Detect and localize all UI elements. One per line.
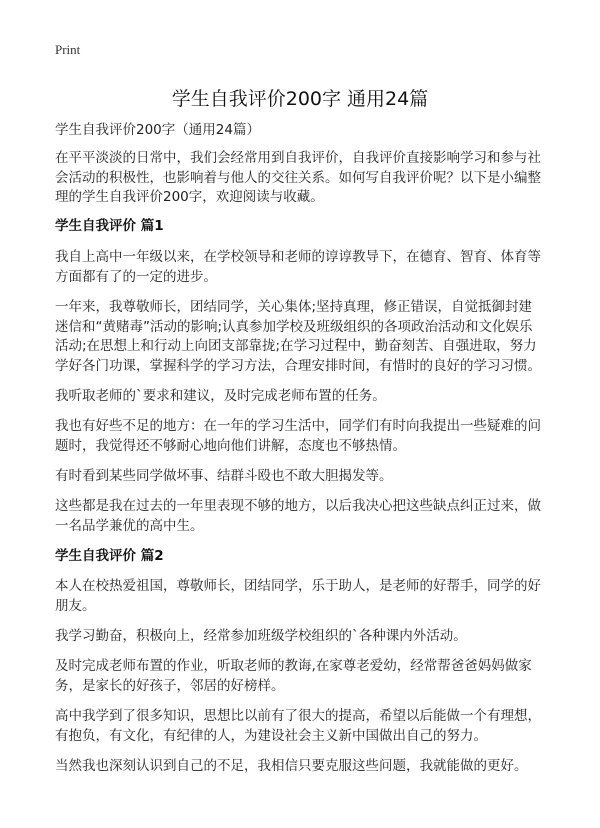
- paragraph: [55, 657, 555, 696]
- line: 题时，我觉得还不够耐心地向他们讲解，态度也不够热情。: [55, 437, 406, 454]
- paragraph: [55, 577, 555, 616]
- line: 有时看到某些同学做坏事、结群斗殴也不敢大胆揭发等。: [55, 468, 393, 484]
- page-title: 学生自我评价200字 通用24篇: [171, 88, 429, 110]
- line: 活动;在思想上和行动上向团支部靠拢;在学习过程中，勤奋刻苦、自强进取，努力: [55, 338, 537, 355]
- line: 方面都有了的一定的进步。: [55, 268, 217, 285]
- paragraph: [55, 757, 555, 777]
- heading-text: 学生自我评价 篇1: [55, 218, 164, 234]
- print-link[interactable]: Print: [55, 42, 81, 57]
- paragraph: [55, 467, 555, 487]
- line: 我也有好些不足的地方：在一年的学习生活中，同学们有时向我提出一些疑难的问: [55, 418, 541, 434]
- section-heading-2: [55, 547, 555, 567]
- line: 及时完成老师布置的作业，听取老师的教诲,在家尊老爱幼，经常帮爸爸妈妈做家: [55, 658, 532, 674]
- paragraph: [55, 387, 555, 407]
- line: 这些都是我在过去的一年里表现不够的地方，以后我决心把这些缺点纠正过来，做: [55, 498, 541, 514]
- paragraph: [55, 248, 555, 287]
- line: 在平平淡淡的日常中，我们会经常用到自我评价，自我评价直接影响学习和参与社: [55, 150, 541, 166]
- line: 我听取老师的`要求和建议，及时完成老师布置的任务。: [55, 388, 386, 404]
- paragraph: [55, 627, 555, 647]
- paragraph: [55, 707, 555, 746]
- paragraph: [55, 417, 555, 456]
- line: 当然我也深刻认识到自己的不足，我相信只要克服这些问题，我就能做的更好。: [55, 758, 528, 774]
- line: 会活动的积极性，也影响着与他人的交往关系。如何写自我评价呢？以下是小编整: [55, 169, 541, 186]
- line: 本人在校热爱祖国，尊敬师长，团结同学，乐于助人，是老师的好帮手，同学的好: [55, 578, 541, 594]
- line: 学好各门功课，掌握科学的学习方法，合理安排时间，有惜时的良好的学习习惯。: [55, 358, 541, 375]
- line: 高中我学到了很多知识，思想比以前有了很大的提高，希望以后能做一个有理想，: [55, 708, 541, 724]
- line: 朋友。: [55, 597, 96, 614]
- subtitle-text: 学生自我评价200字（通用24篇）: [55, 122, 260, 138]
- heading-text: 学生自我评价 篇2: [55, 548, 164, 564]
- line: 我自上高中一年级以来，在学校领导和老师的谆谆教导下，在德育、智育、体育等: [55, 249, 541, 265]
- line: 理的学生自我评价200字，欢迎阅读与收藏。: [55, 189, 324, 206]
- line: 迷信和“黄赌毒”活动的影响;认真参加学校及班级组织的各项政治活动和文化娱乐: [55, 318, 533, 335]
- intro-paragraph: [55, 149, 555, 208]
- paragraph: [55, 497, 555, 536]
- line: 我学习勤奋，积极向上，经常参加班级学校组织的`各种课内外活动。: [55, 628, 467, 644]
- line: 务，是家长的好孩子，邻居的好榜样。: [55, 677, 285, 694]
- subtitle: [55, 121, 555, 141]
- section-heading-1: [55, 217, 555, 237]
- line: 一名品学兼优的高中生。: [55, 517, 204, 534]
- paragraph: [55, 298, 555, 377]
- line: 有抱负，有文化，有纪律的人，为建设社会主义新中国做出自己的努力。: [55, 727, 487, 744]
- line: 一年来，我尊敬师长，团结同学，关心集体;坚持真理，修正错误，自觉抵御封建: [55, 299, 533, 315]
